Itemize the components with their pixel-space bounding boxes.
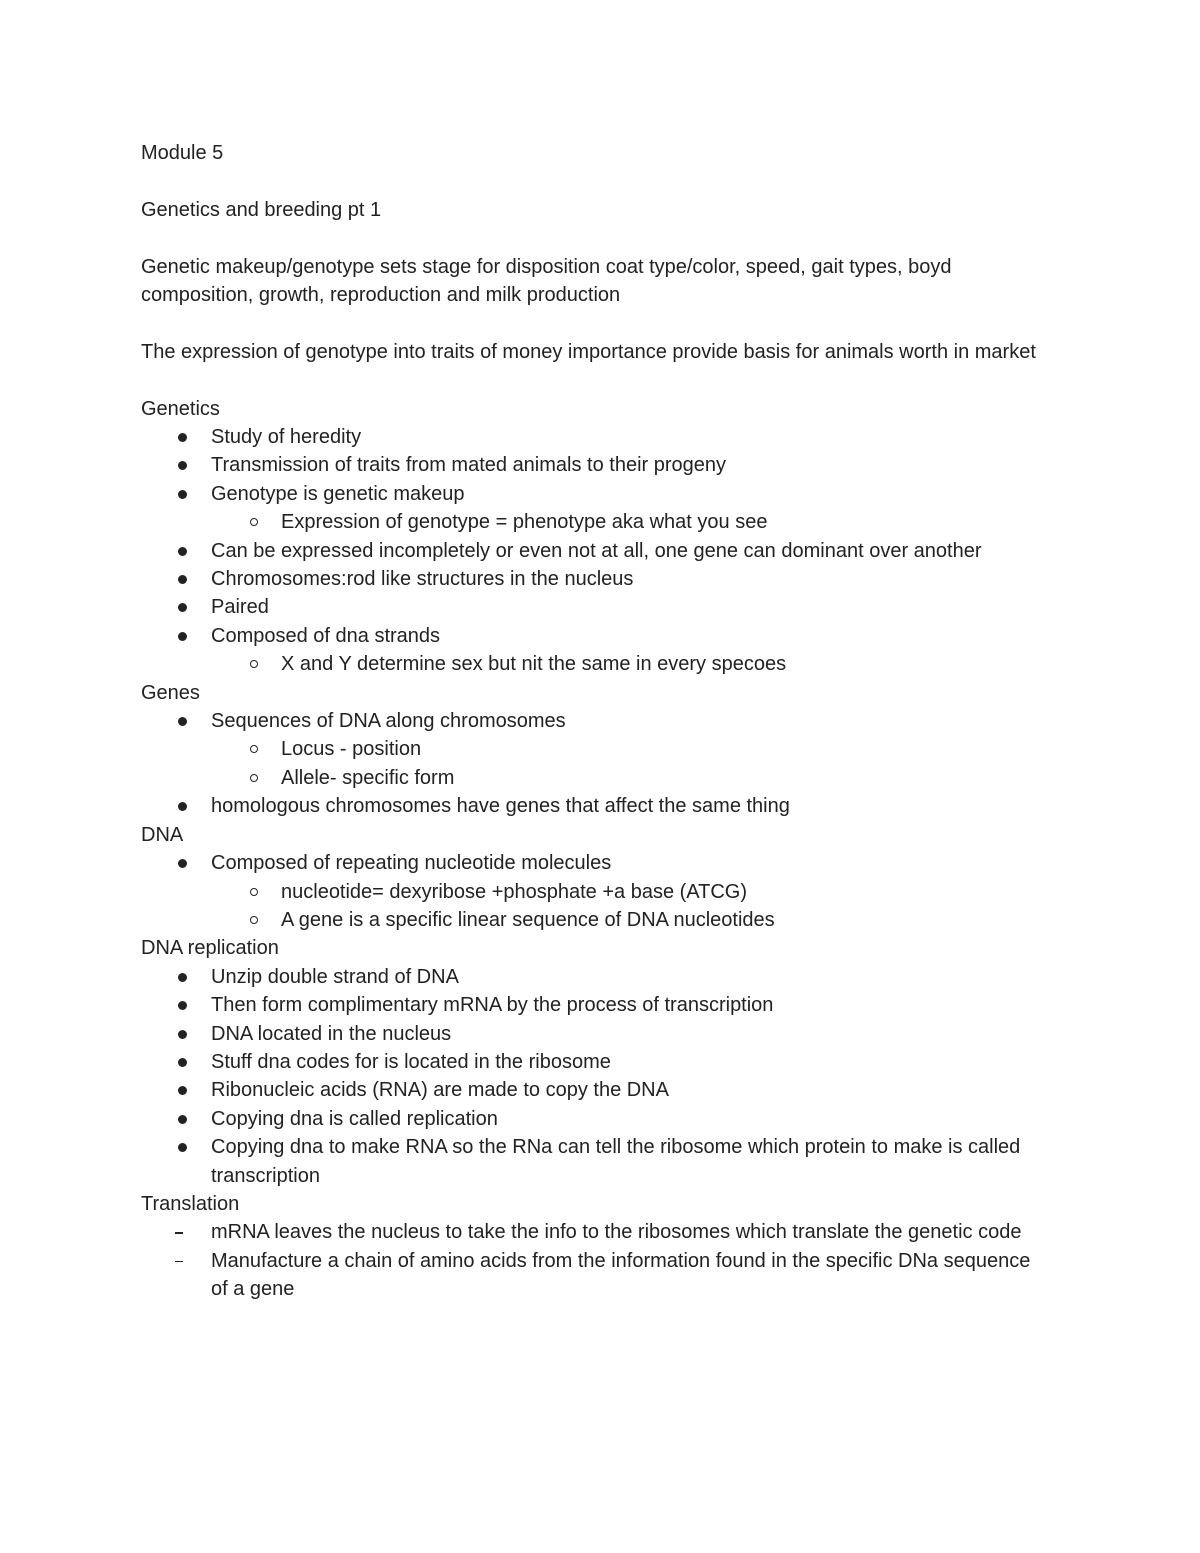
list-item: Unzip double strand of DNA — [141, 963, 1051, 991]
bullet-icon — [178, 461, 187, 470]
translation-list — [141, 1218, 1051, 1303]
list-item: Stuff dna codes for is located in the ribosome — [141, 1048, 1051, 1076]
bullet-icon — [178, 632, 187, 641]
bullet-icon — [178, 1001, 187, 1010]
document-body — [141, 139, 1051, 1304]
genetics-list — [141, 423, 1051, 508]
genes-list — [141, 707, 1051, 735]
section-heading-genetics: Genetics — [141, 397, 220, 420]
bullet-icon — [178, 973, 187, 982]
hollow-bullet-icon — [250, 888, 258, 896]
bullet-icon — [178, 433, 187, 442]
bullet-icon — [178, 1058, 187, 1067]
sub-list-item: Allele- specific form — [141, 764, 1051, 792]
list-item: DNA located in the nucleus — [141, 1020, 1051, 1048]
genetics-sublist — [141, 508, 1051, 536]
bullet-icon — [178, 717, 187, 726]
section-heading-dna-replication: DNA replication — [141, 937, 279, 960]
section-heading-dna: DNA — [141, 823, 184, 846]
bullet-icon — [178, 1030, 187, 1039]
bullet-icon — [178, 1115, 187, 1124]
list-item: Study of heredity — [141, 423, 1051, 451]
list-item: Sequences of DNA along chromosomes — [141, 707, 1051, 735]
list-item: Can be expressed incompletely or even not at all, one gene can dominant over another — [141, 537, 1051, 565]
list-item: Copying dna is called replication — [141, 1105, 1051, 1133]
list-item: Composed of repeating nucleotide molecules — [141, 849, 1051, 877]
hollow-bullet-icon — [250, 916, 258, 924]
dna-list — [141, 849, 1051, 877]
sub-list-item: nucleotide= dexyribose +phosphate +a base (ATCG) — [141, 878, 1051, 906]
hollow-bullet-icon — [250, 518, 258, 526]
bullet-icon — [178, 802, 187, 811]
bullet-icon — [178, 1143, 187, 1152]
list-item: Chromosomes:rod like structures in the nucleus — [141, 565, 1051, 593]
list-item: Genotype is genetic makeup — [141, 480, 1051, 508]
list-item: Transmission of traits from mated animals to their progeny — [141, 451, 1051, 479]
sub-list-item: Locus - position — [141, 735, 1051, 763]
bullet-icon — [178, 1086, 187, 1095]
sub-list-item: X and Y determine sex but nit the same in every specoes — [141, 650, 1051, 678]
section-heading-genes: Genes — [141, 681, 200, 704]
sub-list-item: Expression of genotype = phenotype aka what you see — [141, 508, 1051, 536]
list-item: homologous chromosomes have genes that affect the same thing — [141, 792, 1051, 820]
genes-list-continued — [141, 792, 1051, 820]
hollow-bullet-icon — [250, 745, 258, 753]
document-subtitle: Genetics and breeding pt 1 — [141, 198, 382, 221]
list-item: Ribonucleic acids (RNA) are made to copy the DNA — [141, 1076, 1051, 1104]
intro-paragraph: Genetic makeup/genotype sets stage for disposition coat type/color, speed, gait types, boyd composition, growth, reproduction and milk production — [141, 255, 952, 306]
genetics-sublist — [141, 650, 1051, 678]
dash-bullet-icon — [175, 1232, 183, 1234]
hollow-bullet-icon — [250, 774, 258, 782]
dna-sublist — [141, 878, 1051, 935]
list-item: Manufacture a chain of amino acids from the information found in the specific DNa sequence of a gene — [141, 1247, 1051, 1304]
sub-list-item: A gene is a specific linear sequence of DNA nucleotides — [141, 906, 1051, 934]
document-title: Module 5 — [141, 142, 224, 164]
bullet-icon — [178, 575, 187, 584]
list-item: Paired — [141, 593, 1051, 621]
list-item: Copying dna to make RNA so the RNa can tell the ribosome which protein to make is called transcription — [141, 1133, 1051, 1190]
genes-sublist — [141, 735, 1051, 792]
bullet-icon — [178, 490, 187, 499]
replication-list — [141, 963, 1051, 1190]
bullet-icon — [178, 603, 187, 612]
genetics-list-continued — [141, 537, 1051, 651]
bullet-icon — [178, 859, 187, 868]
bullet-icon — [178, 547, 187, 556]
dash-bullet-icon — [175, 1261, 183, 1263]
hollow-bullet-icon — [250, 660, 258, 668]
list-item: mRNA leaves the nucleus to take the info to the ribosomes which translate the genetic code — [141, 1218, 1051, 1246]
list-item: Then form complimentary mRNA by the process of transcription — [141, 991, 1051, 1019]
intro-paragraph: The expression of genotype into traits of money importance provide basis for animals worth in market — [141, 340, 1036, 363]
list-item: Composed of dna strands — [141, 622, 1051, 650]
section-heading-translation: Translation — [141, 1192, 240, 1215]
